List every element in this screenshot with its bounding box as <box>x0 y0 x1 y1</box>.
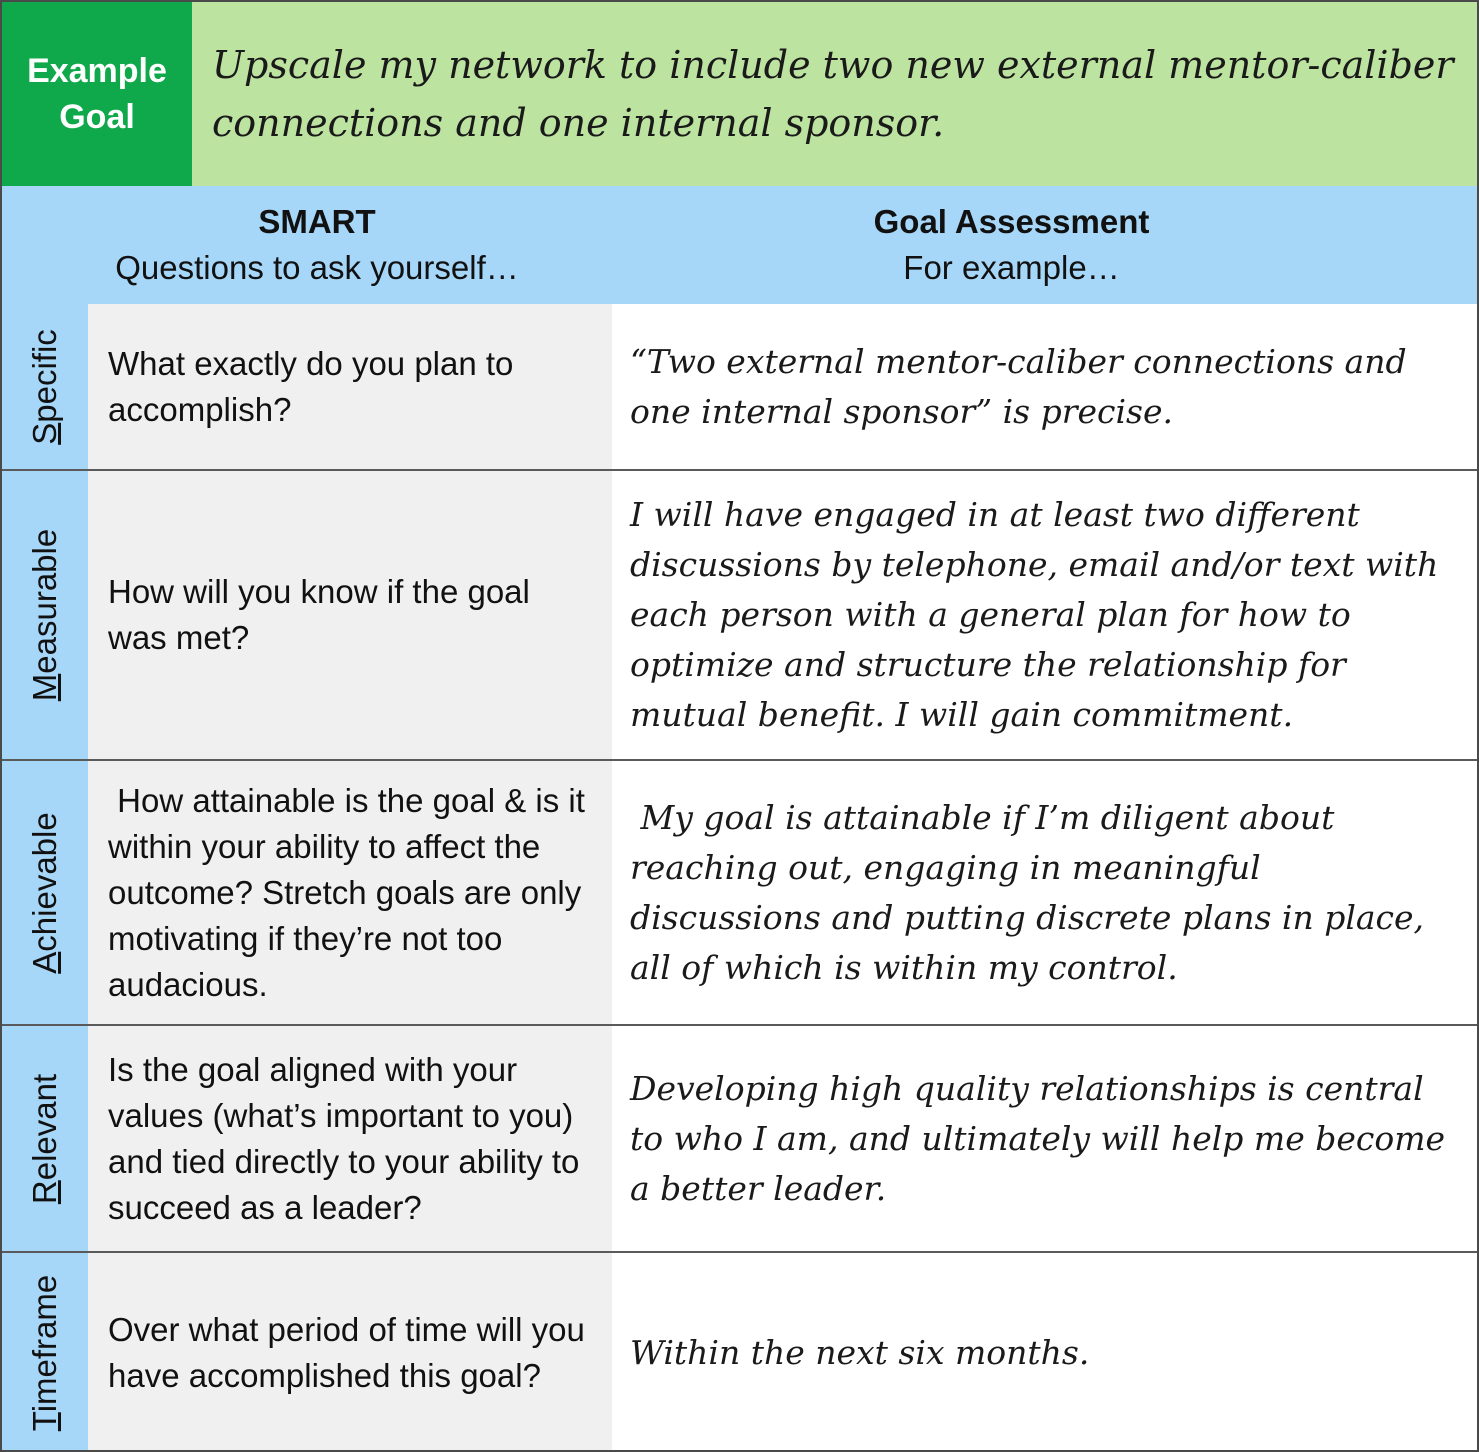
side-label-relevant <box>2 1026 88 1251</box>
assessment-subtitle: For example… <box>903 249 1120 286</box>
assessment-title: Goal Assessment <box>873 203 1150 240</box>
answer-measurable: I will have engaged in at least two different discussions by telephone, email and/or text with each person with a general plan for how to optimize and structure the relationship for mutual benefit. I will gain commitment. <box>612 471 1477 759</box>
row-relevant <box>2 1026 1477 1253</box>
criterion-initial: S <box>26 422 63 445</box>
side-label-specific <box>2 304 88 469</box>
criterion-label <box>26 1274 64 1430</box>
answer-achievable: My goal is attainable if I’m diligent about reaching out, engaging in meaningful discussions and putting discrete plans in place, all of which is within my control. <box>612 761 1477 1024</box>
smart-subtitle: Questions to ask yourself… <box>115 249 519 286</box>
criterion-rest: imeframe <box>26 1274 63 1412</box>
criterion-label <box>26 812 64 973</box>
criterion-initial: T <box>26 1411 63 1431</box>
criterion-label <box>26 329 64 445</box>
goal-label-line2: Goal <box>59 98 135 136</box>
criterion-rest: chievable <box>26 811 63 952</box>
header-row <box>2 186 1477 304</box>
goal-band <box>2 2 1477 186</box>
row-timeframe <box>2 1253 1477 1452</box>
criterion-rest: pecific <box>26 328 63 423</box>
answer-specific: “Two external mentor-caliber connections and one internal sponsor” is precise. <box>612 304 1477 469</box>
criterion-rest: easurable <box>26 528 63 674</box>
criterion-label <box>26 1073 64 1203</box>
criterion-label <box>26 529 64 701</box>
goal-label <box>2 2 192 186</box>
criterion-initial: M <box>26 673 63 702</box>
row-specific <box>2 304 1477 471</box>
answer-relevant: Developing high quality relationships is central to who I am, and ultimately will help me become a better leader. <box>612 1026 1477 1251</box>
answer-timeframe: Within the next six months. <box>612 1253 1477 1452</box>
question-measurable: How will you know if the goal was met? <box>88 471 612 759</box>
question-timeframe: Over what period of time will you have accomplished this goal? <box>88 1253 612 1452</box>
assessment-header <box>546 186 1477 304</box>
question-relevant: Is the goal aligned with your values (what’s important to you) and tied directly to your ability to succeed as a leader? <box>88 1026 612 1251</box>
goal-statement: Upscale my network to include two new external mentor-caliber connections and one internal sponsor. <box>192 2 1477 186</box>
criterion-initial: R <box>26 1179 63 1204</box>
criterion-initial: A <box>26 951 63 974</box>
smart-header <box>88 186 546 304</box>
side-label-timeframe <box>2 1253 88 1452</box>
criterion-rest: elevant <box>26 1073 63 1180</box>
row-achievable <box>2 761 1477 1026</box>
question-achievable: How attainable is the goal & is it within your ability to affect the outcome? Stretch goals are only motivating if they’re not too audacious. <box>88 761 612 1024</box>
row-measurable <box>2 471 1477 761</box>
side-label-achievable <box>2 761 88 1024</box>
header-spacer <box>2 186 88 304</box>
smart-title: SMART <box>258 203 376 240</box>
side-label-measurable <box>2 471 88 759</box>
goal-label-line1: Example <box>27 52 167 90</box>
question-specific: What exactly do you plan to accomplish? <box>88 304 612 469</box>
